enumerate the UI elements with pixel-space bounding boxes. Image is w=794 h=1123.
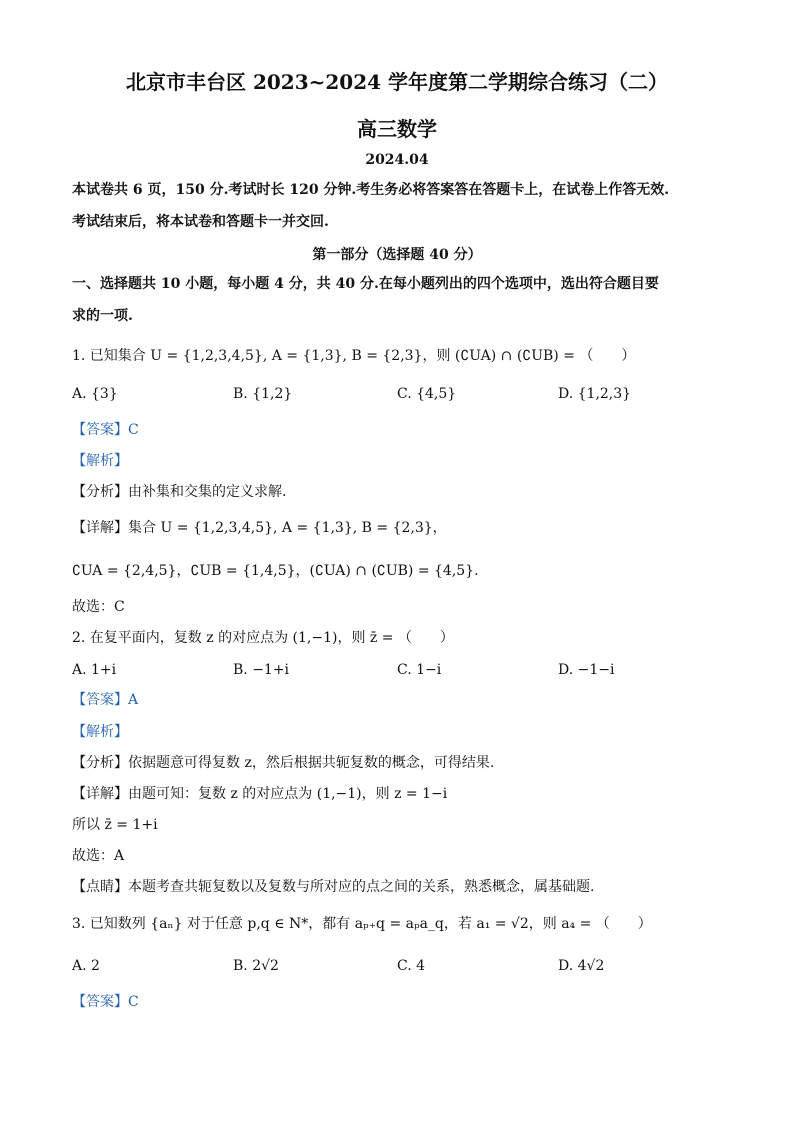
- q2-choose: 故选：A: [72, 848, 125, 864]
- exam-date: 2024.04: [365, 152, 429, 168]
- q2-option-a: A. 1+i: [72, 662, 117, 678]
- q2-answer: 【答案】A: [72, 692, 139, 708]
- q2-comment: 【点睛】本题考查共轭复数以及复数与所对应的点之间的关系，熟悉概念，属基础题.: [72, 879, 595, 895]
- q3-option-a: A. 2: [72, 958, 100, 974]
- q1-analysis-tag: 【解析】: [72, 453, 128, 469]
- q3-option-c: C. 4: [397, 958, 426, 974]
- instructions-line-2: 考试结束后，将本试卷和答题卡一并交回.: [72, 214, 329, 230]
- q1-detail-2: ∁UA = {2,4,5}，∁UB = {1,4,5}，(∁UA) ∩ (∁UB) = {4,5}.: [72, 563, 479, 579]
- q1-answer: 【答案】C: [72, 422, 139, 438]
- q1-stem: 1. 已知集合 U = {1,2,3,4,5}, A = {1,3}, B = {2,3}，则 (∁UA) ∩ (∁UB) = （ ）: [72, 348, 636, 364]
- q2-analysis-tag: 【解析】: [72, 724, 128, 740]
- q1-option-c: C. {4,5}: [397, 386, 457, 402]
- q1-option-b: B. {1,2}: [233, 386, 293, 402]
- q2-option-d: D. −1−i: [558, 662, 615, 678]
- q2-detail-1: 【详解】由题可知：复数 z 的对应点为 (1,−1)，则 z = 1−i: [72, 786, 448, 802]
- q2-stem: 2. 在复平面内，复数 z 的对应点为 (1,−1)，则 z̄ = （ ）: [72, 630, 454, 646]
- q3-option-d: D. 4√2: [558, 958, 605, 974]
- instructions-line-1: 本试卷共 6 页，150 分.考试时长 120 分钟.考生务必将答案答在答题卡上，在试卷上作答无效.: [72, 182, 670, 198]
- q2-fenxi: 【分析】依据题意可得复数 z，然后根据共轭复数的概念，可得结果.: [72, 755, 495, 771]
- exam-title: 北京市丰台区 2023~2024 学年度第二学期综合练习（二）: [125, 70, 668, 94]
- part1-intro-line-2: 求的一项.: [72, 308, 133, 324]
- part1-heading: 第一部分（选择题 40 分）: [312, 247, 482, 263]
- q1-option-d: D. {1,2,3}: [558, 386, 632, 402]
- exam-subject: 高三数学: [357, 117, 437, 141]
- q1-choose: 故选：C: [72, 599, 125, 615]
- q1-detail-1: 【详解】集合 U = {1,2,3,4,5}, A = {1,3}, B = {2,3}，: [72, 520, 447, 536]
- q3-option-b: B. 2√2: [233, 958, 279, 974]
- q2-option-b: B. −1+i: [233, 662, 290, 678]
- q1-fenxi: 【分析】由补集和交集的定义求解.: [72, 484, 287, 500]
- q2-detail-2: 所以 z̄ = 1+i: [72, 817, 158, 833]
- q3-stem: 3. 已知数列 {aₙ} 对于任意 p,q ∈ N*，都有 aₚ₊q = aₚa_q，若 a₁ = √2，则 a₄ = （ ）: [72, 916, 652, 932]
- part1-intro-line-1: 一、选择题共 10 小题，每小题 4 分，共 40 分.在每小题列出的四个选项中，选出符合题目要: [72, 276, 659, 292]
- q3-answer: 【答案】C: [72, 994, 139, 1010]
- q2-option-c: C. 1−i: [397, 662, 442, 678]
- q1-option-a: A. {3}: [72, 386, 118, 402]
